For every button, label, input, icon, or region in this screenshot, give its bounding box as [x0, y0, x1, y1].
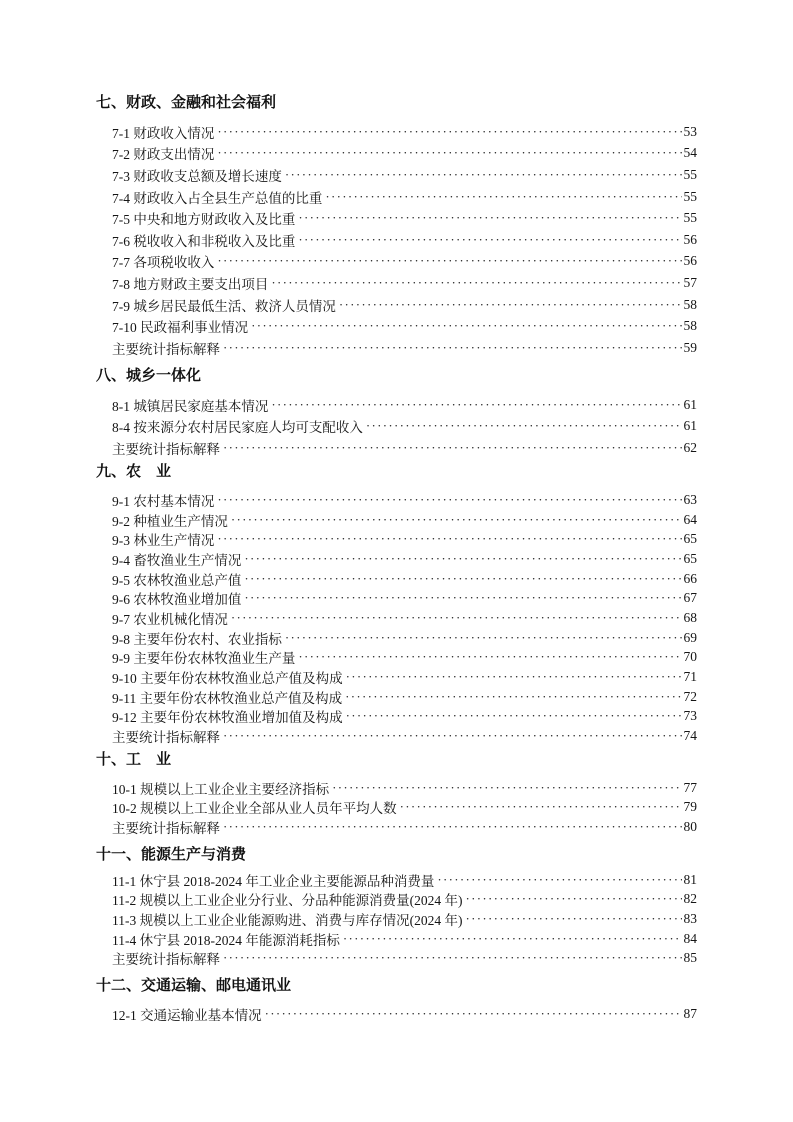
toc-entry-page-number: 61 [683, 396, 697, 412]
dot-leader [285, 167, 682, 183]
toc-entry-page-number: 83 [683, 910, 697, 926]
toc-entry-label: 9-4 畜牧渔业生产情况 [112, 552, 242, 568]
dot-leader [244, 571, 682, 587]
toc-entry-page-number: 65 [683, 531, 697, 547]
section-heading: 十、工 业 [96, 751, 172, 768]
toc-section [96, 976, 697, 1024]
toc-entry [112, 121, 697, 143]
toc-entry-page-number: 84 [683, 930, 697, 946]
toc-entry [112, 726, 697, 746]
dot-leader [285, 630, 682, 646]
toc-entry-page-number: 85 [683, 950, 697, 966]
dot-leader [217, 145, 682, 161]
toc-entry [112, 1004, 697, 1024]
toc-entry-label: 10-1 规模以上工业企业主要经济指标 [112, 781, 330, 797]
toc-entry [112, 909, 697, 929]
toc-entry-page-number: 59 [683, 339, 697, 355]
toc-entry-page-number: 71 [683, 669, 697, 685]
toc-entry [112, 143, 697, 165]
toc-entry-page-number: 55 [683, 188, 697, 204]
toc-entry-label: 9-6 农林牧渔业增加值 [112, 592, 242, 608]
toc-entry [112, 186, 697, 208]
toc-entry [112, 628, 697, 648]
toc-entry-page-number: 55 [683, 210, 697, 226]
toc-entry-page-number: 67 [683, 590, 697, 606]
dot-leader [217, 253, 682, 269]
toc-section [96, 462, 697, 746]
dot-leader [231, 512, 682, 528]
dot-leader [223, 950, 682, 966]
toc-entry [112, 294, 697, 316]
dot-leader [346, 708, 682, 724]
toc-entry-label: 9-8 主要年份农村、农业指标 [112, 631, 282, 647]
toc-entry [112, 608, 697, 628]
toc-entry [112, 251, 697, 273]
toc-entry-page-number: 68 [683, 609, 697, 625]
toc-entry [112, 272, 697, 294]
dot-leader [325, 189, 682, 205]
toc-entry-label: 12-1 交通运输业基本情况 [112, 1008, 262, 1023]
toc-entry [112, 648, 697, 668]
toc-entry-page-number: 58 [683, 296, 697, 312]
toc-entry-page-number: 82 [683, 891, 697, 907]
toc-entry-label: 8-1 城镇居民家庭基本情况 [112, 398, 269, 414]
dot-leader [251, 318, 682, 334]
toc-entry-label: 9-11 主要年份农林牧渔业总产值及构成 [112, 690, 343, 706]
section-entries [96, 490, 697, 746]
toc-entry-label: 9-9 主要年份农林牧渔业生产量 [112, 651, 296, 667]
toc-entry [112, 164, 697, 186]
toc-section [96, 93, 697, 359]
toc-entry-label: 9-7 农业机械化情况 [112, 611, 228, 627]
dot-leader [346, 669, 682, 685]
dot-leader [437, 872, 682, 888]
toc-entry [112, 549, 697, 569]
toc-entry-label: 7-4 财政收入占全县生产总值的比重 [112, 190, 323, 206]
toc-entry-label: 9-12 主要年份农林牧渔业增加值及构成 [112, 710, 343, 726]
dot-leader [244, 590, 682, 606]
dot-leader [298, 232, 682, 248]
section-heading: 十一、能源生产与消费 [96, 846, 247, 863]
dot-leader [400, 799, 682, 815]
toc-entry [112, 337, 697, 359]
toc-entry-page-number: 72 [683, 688, 697, 704]
toc-entry-label: 10-2 规模以上工业企业全部从业人员年平均人数 [112, 801, 397, 817]
toc-entry-page-number: 65 [683, 550, 697, 566]
section-entries [96, 870, 697, 968]
toc-entry [112, 207, 697, 229]
toc-entry [112, 588, 697, 608]
dot-leader [223, 340, 682, 356]
toc-entry [112, 437, 697, 459]
section-entries [96, 1004, 697, 1024]
toc-entry-label: 7-3 财政收支总额及增长速度 [112, 168, 282, 184]
dot-leader [466, 911, 683, 927]
dot-leader [223, 728, 682, 744]
dot-leader [339, 297, 682, 313]
toc-section [96, 366, 697, 459]
dot-leader [217, 492, 682, 508]
toc-entry [112, 315, 697, 337]
toc-entry-page-number: 58 [683, 318, 697, 334]
toc-entry [112, 798, 697, 818]
toc-entry-label: 9-5 农林牧渔业总产值 [112, 572, 242, 588]
toc-entry-label: 主要统计指标解释 [112, 820, 220, 836]
dot-leader [217, 124, 682, 140]
toc-entry-page-number: 70 [683, 649, 697, 665]
section-heading: 九、农 业 [96, 463, 172, 480]
toc-section [96, 750, 697, 837]
toc-entry-label: 7-10 民政福利事业情况 [112, 320, 249, 336]
toc-entry [112, 817, 697, 837]
toc-entry [112, 667, 697, 687]
toc-entry-label: 7-8 地方财政主要支出项目 [112, 276, 269, 292]
toc-entry-page-number: 80 [683, 818, 697, 834]
toc-entry-page-number: 66 [683, 570, 697, 586]
toc-entry-label: 9-3 林业生产情况 [112, 533, 215, 549]
dot-leader [231, 610, 682, 626]
section-heading: 八、城乡一体化 [96, 367, 202, 384]
dot-leader [345, 689, 682, 705]
dot-leader [332, 780, 682, 796]
toc-entry-page-number: 62 [683, 439, 697, 455]
toc-entry-label: 11-1 休宁县 2018-2024 年工业企业主要能源品种消费量 [112, 873, 435, 889]
toc-entry-label: 主要统计指标解释 [112, 441, 220, 457]
dot-leader [271, 275, 682, 291]
toc-entry-label: 7-5 中央和地方财政收入及比重 [112, 212, 296, 228]
toc-entry-label: 9-2 种植业生产情况 [112, 513, 228, 529]
toc-entry [112, 394, 697, 416]
section-heading: 十二、交通运输、邮电通讯业 [96, 977, 292, 994]
toc-section [96, 845, 697, 968]
toc-entry [112, 229, 697, 251]
toc-entry-page-number: 81 [683, 871, 697, 887]
toc-entry-label: 7-6 税收收入和非税收入及比重 [112, 233, 296, 249]
toc-entry-page-number: 74 [683, 728, 697, 744]
dot-leader [343, 931, 682, 947]
dot-leader [217, 531, 682, 547]
dot-leader [223, 440, 682, 456]
toc-entry-label: 7-7 各项税收收入 [112, 255, 215, 271]
toc-entry [112, 510, 697, 530]
toc-entry [112, 778, 697, 798]
section-entries [96, 394, 697, 459]
toc-entry [112, 948, 697, 968]
toc-entry [112, 687, 697, 707]
toc-entry-label: 9-10 主要年份农林牧渔业总产值及构成 [112, 671, 343, 687]
toc-entry-label: 11-3 规模以上工业企业能源购进、消费与库存情况(2024 年) [112, 912, 463, 928]
dot-leader [223, 819, 682, 835]
toc-entry-label: 9-1 农村基本情况 [112, 493, 215, 509]
dot-leader [366, 418, 682, 434]
toc-entry-label: 7-1 财政收入情况 [112, 125, 215, 141]
toc-entry-page-number: 61 [683, 418, 697, 434]
toc-entry [112, 416, 697, 438]
toc-entry-page-number: 57 [683, 274, 697, 290]
dot-leader [298, 649, 682, 665]
table-of-contents [96, 0, 697, 1122]
toc-entry-label: 11-4 休宁县 2018-2024 年能源消耗指标 [112, 932, 340, 948]
toc-entry [112, 529, 697, 549]
toc-entry-label: 11-2 规模以上工业企业分行业、分品种能源消费量(2024 年) [112, 893, 463, 909]
toc-entry [112, 569, 697, 589]
section-entries [96, 778, 697, 837]
dot-leader [265, 1006, 682, 1022]
toc-entry-page-number: 56 [683, 231, 697, 247]
toc-entry-page-number: 54 [683, 145, 697, 161]
toc-entry-page-number: 73 [683, 708, 697, 724]
toc-entry-page-number: 55 [683, 166, 697, 182]
toc-entry-page-number: 79 [683, 799, 697, 815]
toc-entry-page-number: 53 [683, 123, 697, 139]
toc-entry [112, 929, 697, 949]
toc-entry-page-number: 64 [683, 511, 697, 527]
dot-leader [466, 891, 683, 907]
dot-leader [298, 210, 682, 226]
toc-entry-page-number: 56 [683, 253, 697, 269]
toc-entry [112, 870, 697, 890]
dot-leader [271, 397, 682, 413]
toc-entry [112, 707, 697, 727]
toc-entry-label: 7-9 城乡居民最低生活、救济人员情况 [112, 298, 336, 314]
toc-entry-page-number: 63 [683, 491, 697, 507]
section-entries [96, 121, 697, 359]
toc-entry-label: 7-2 财政支出情况 [112, 147, 215, 163]
dot-leader [244, 551, 682, 567]
toc-entry-label: 主要统计指标解释 [112, 952, 220, 968]
toc-entry-page-number: 87 [683, 1006, 697, 1021]
section-heading: 七、财政、金融和社会福利 [96, 94, 277, 111]
toc-entry-label: 主要统计指标解释 [112, 730, 220, 746]
toc-entry [112, 890, 697, 910]
toc-entry-page-number: 69 [683, 629, 697, 645]
toc-entry-page-number: 77 [683, 779, 697, 795]
toc-entry [112, 490, 697, 510]
toc-entry-label: 主要统计指标解释 [112, 341, 220, 357]
toc-entry-label: 8-4 按来源分农村居民家庭人均可支配收入 [112, 420, 363, 436]
